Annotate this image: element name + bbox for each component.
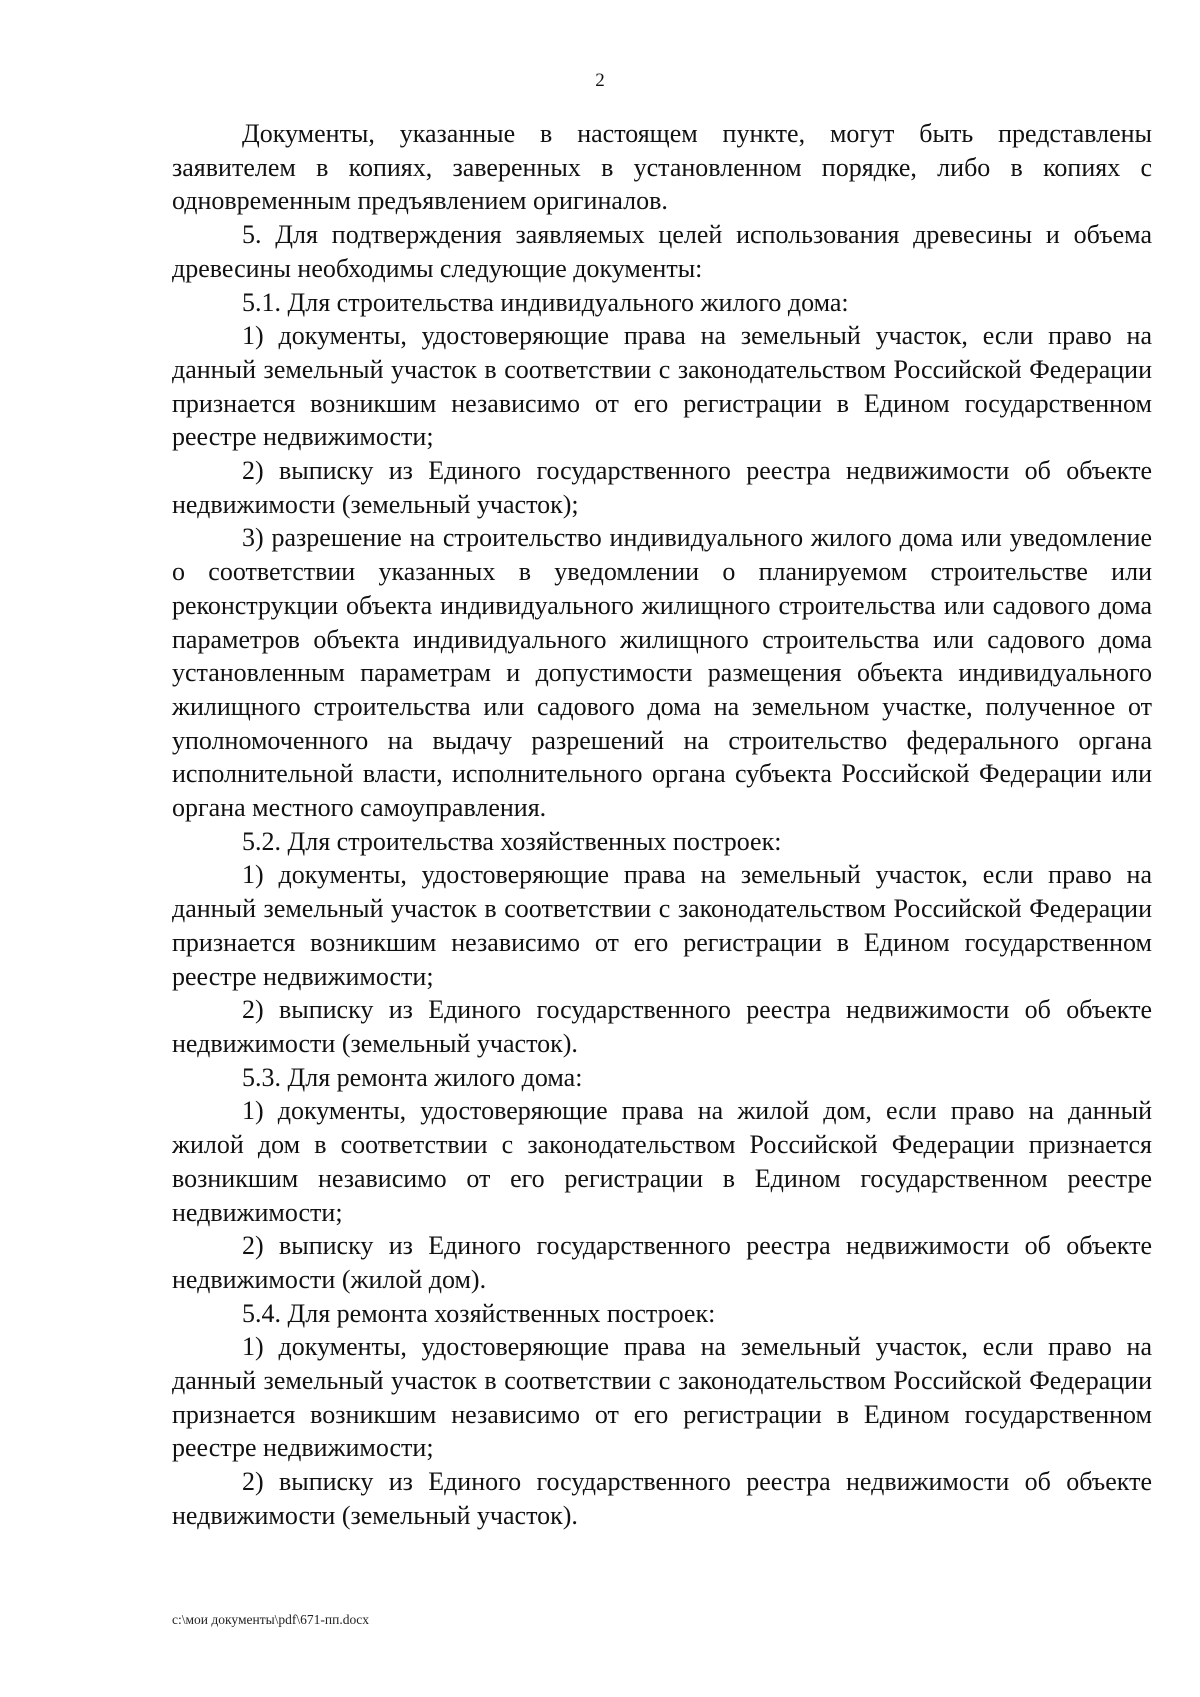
paragraph-item-5-4-1: 1) документы, удостоверяющие права на земельный участок, если право на данный земельный участок в соответствии с законодательством Российской Федерации признается возникшим независимо от его регистрации в Едином государственном реестре недвижимости; xyxy=(172,1332,1152,1463)
document-body xyxy=(172,117,1152,1533)
paragraph-item-5-4-2: 2) выписку из Единого государственного реестра недвижимости об объекте недвижимости (земельный участок). xyxy=(172,1467,1152,1530)
paragraph-item-5-1-1: 1) документы, удостоверяющие права на земельный участок, если право на данный земельный участок в соответствии с законодательством Российской Федерации признается возникшим независимо от его регистрации в Едином государственном реестре недвижимости; xyxy=(172,321,1152,452)
paragraph-item-5-3-1: 1) документы, удостоверяющие права на жилой дом, если право на данный жилой дом в соответствии с законодательством Российской Федерации признается возникшим независимо от его регистрации в Едином государственном реестре недвижимости; xyxy=(172,1096,1152,1227)
paragraph-item-5-2-2: 2) выписку из Единого государственного реестра недвижимости об объекте недвижимости (земельный участок). xyxy=(172,995,1152,1058)
paragraph-item-5-1-heading: 5.1. Для строительства индивидуального жилого дома: xyxy=(242,287,849,317)
paragraph-item-5-1-3: 3) разрешение на строительство индивидуального жилого дома или уведомление о соответствии указанных в уведомлении о планируемом строительстве или реконструкции объекта индивидуального жилищного строительства или садового дома параметров объекта индивидуального жилищного строительства или садового дома установленным параметрам и допустимости размещения объекта индивидуального жилищного строительства или садового дома на земельном участке, полученное от уполномоченного на выдачу разрешений на строительство федерального органа исполнительной власти, исполнительного органа субъекта Российской Федерации или органа местного самоуправления. xyxy=(172,523,1152,823)
paragraph-item-5-2-heading: 5.2. Для строительства хозяйственных построек: xyxy=(242,826,782,856)
paragraph-item-5-3-heading: 5.3. Для ремонта жилого дома: xyxy=(242,1062,583,1092)
paragraph-item-5: 5. Для подтверждения заявляемых целей использования древесины и объема древесины необходимы следующие документы: xyxy=(172,220,1152,283)
paragraph-item-5-1-2: 2) выписку из Единого государственного реестра недвижимости об объекте недвижимости (земельный участок); xyxy=(172,456,1152,519)
paragraph-item-5-2-1: 1) документы, удостоверяющие права на земельный участок, если право на данный земельный участок в соответствии с законодательством Российской Федерации признается возникшим независимо от его регистрации в Едином государственном реестре недвижимости; xyxy=(172,860,1152,991)
paragraph-copies-note: Документы, указанные в настоящем пункте, могут быть представлены заявителем в копиях, заверенных в установленном порядке, либо в копиях с одновременным предъявлением оригиналов. xyxy=(172,119,1152,216)
footer-file-path: c:\мои документы\pdf\671-пп.docx xyxy=(172,1612,369,1627)
paragraph-item-5-4-heading: 5.4. Для ремонта хозяйственных построек: xyxy=(242,1298,716,1328)
page-number: 2 xyxy=(595,70,605,91)
paragraph-item-5-3-2: 2) выписку из Единого государственного реестра недвижимости об объекте недвижимости (жилой дом). xyxy=(172,1231,1152,1294)
